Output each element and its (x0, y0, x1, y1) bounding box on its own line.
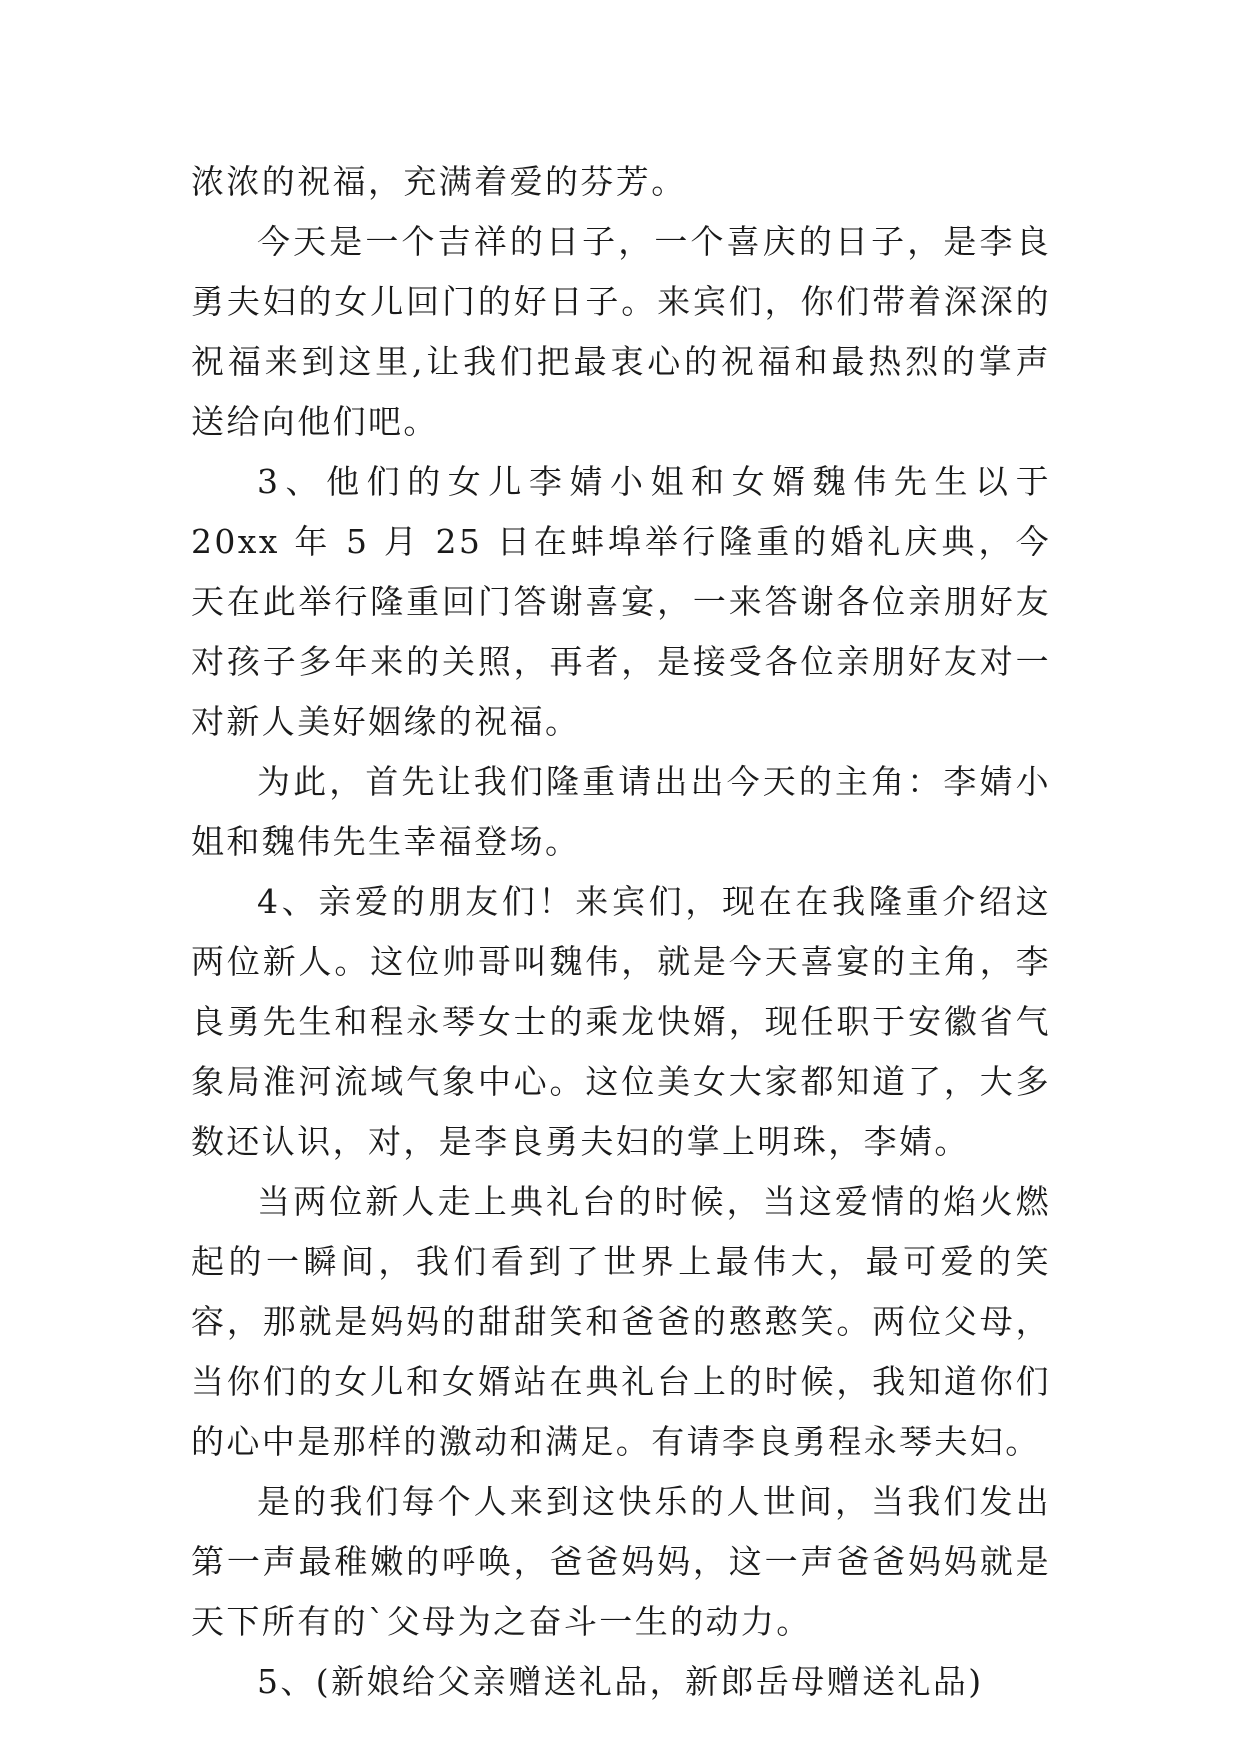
document-body (191, 152, 1051, 1712)
paragraph-item-3: 3、他们的女儿李婧小姐和女婿魏伟先生以于 20xx 年 5 月 25 日在蚌埠举行隆重的婚礼庆典，今天在此举行隆重回门答谢喜宴，一来答谢各位亲朋好友对孩子多年来的关照，再者，是接受各位亲朋好友对一对新人美好姻缘的祝福。 (191, 462, 1051, 741)
paragraph-continuation: 浓浓的祝福，充满着爱的芬芳。 (191, 162, 687, 201)
paragraph-parents: 当两位新人走上典礼台的时候，当这爱情的焰火燃起的一瞬间，我们看到了世界上最伟大，最可爱的笑容，那就是妈妈的甜甜笑和爸爸的憨憨笑。两位父母，当你们的女儿和女婿站在典礼台上的时候，我知道你们的心中是那样的激动和满足。有请李良勇程永琴夫妇。 (191, 1182, 1051, 1461)
paragraph-first-call: 是的我们每个人来到这快乐的人世间，当我们发出第一声最稚嫩的呼唤，爸爸妈妈，这一声爸爸妈妈就是天下所有的`父母为之奋斗一生的动力。 (191, 1482, 1051, 1641)
paragraph-auspicious-day: 今天是一个吉祥的日子，一个喜庆的日子，是李良勇夫妇的女儿回门的好日子。来宾们，你们带着深深的祝福来到这里,让我们把最衷心的祝福和最热烈的掌声送给向他们吧。 (191, 222, 1051, 441)
paragraph-item-5: 5、(新娘给父亲赠送礼品，新郎岳母赠送礼品) (257, 1662, 984, 1701)
paragraph-invite-couple: 为此，首先让我们隆重请出出今天的主角：李婧小姐和魏伟先生幸福登场。 (191, 762, 1051, 861)
paragraph-item-4: 4、亲爱的朋友们！来宾们，现在在我隆重介绍这两位新人。这位帅哥叫魏伟，就是今天喜宴的主角，李良勇先生和程永琴女士的乘龙快婿，现任职于安徽省气象局淮河流域气象中心。这位美女大家都知道了，大多数还认识，对，是李良勇夫妇的掌上明珠，李婧。 (191, 882, 1051, 1161)
